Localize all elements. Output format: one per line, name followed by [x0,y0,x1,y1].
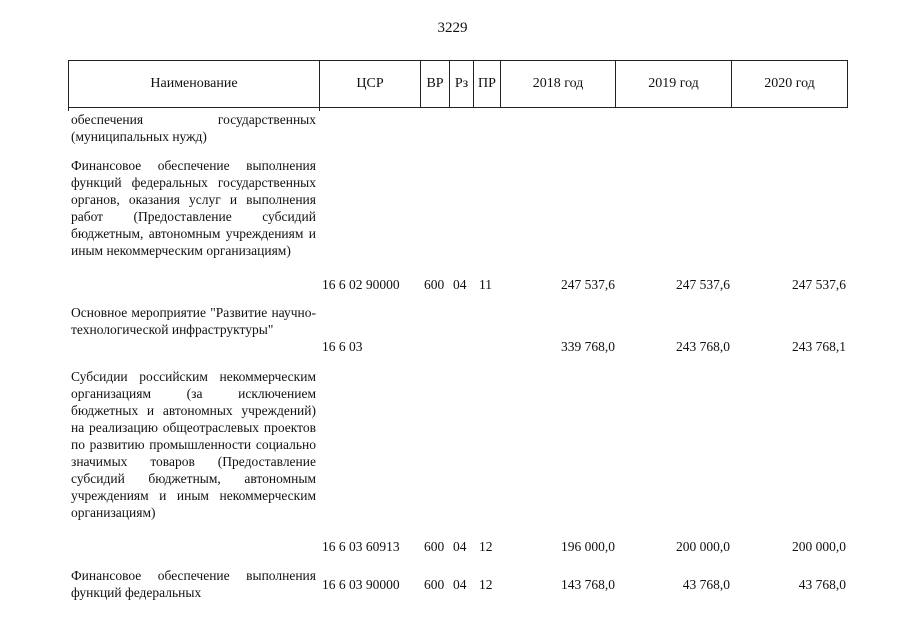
row-2-csr: 16 6 03 [322,339,363,354]
row-4-name: Финансовое обеспечение выполнения функций федеральных [71,568,316,600]
header-name: Наименование [69,61,320,107]
row-1-2019: 247 537,6 [676,277,730,292]
row-2-2019: 243 768,0 [676,339,730,354]
table-header [68,60,848,108]
row-4-2020: 43 768,0 [798,577,846,592]
row-1-2018: 247 537,6 [561,277,615,292]
row-3-pr: 12 [479,539,493,554]
header-2019: 2019 год [616,61,732,107]
row-3-vr: 600 [424,539,445,554]
row-4-2019: 43 768,0 [682,577,730,592]
row-2-name: Основное мероприятие "Развитие научно-технологической инфраструктуры" [71,305,316,337]
header-pr: ПР [474,61,501,107]
row-1-csr: 16 6 02 90000 [322,277,400,292]
row-1-vr: 600 [424,277,445,292]
header-vr: ВР [421,61,450,107]
row-0-name: обеспечения государственных (муниципальных нужд) [71,112,316,144]
header-rz: Рз [450,61,474,107]
row-3-2018: 196 000,0 [561,539,615,554]
row-4-pr: 12 [479,577,493,592]
row-4-vr: 600 [424,577,445,592]
row-3-rz: 04 [453,539,467,554]
row-2-2018: 339 768,0 [561,339,615,354]
header-2018: 2018 год [501,61,616,107]
header-csr: ЦСР [320,61,421,107]
column-border-name [319,107,320,111]
row-4-csr: 16 6 03 90000 [322,577,400,592]
row-2-2020: 243 768,1 [792,339,846,354]
row-3-2020: 200 000,0 [792,539,846,554]
row-4-rz: 04 [453,577,467,592]
page-number: 3229 [437,20,468,36]
row-3-name: Субсидии российским некоммерческим организациям (за исключением бюджетных и автономных учреждений) на реализацию общеотраслевых проектов по развитию промышленности социально значимых товаров (Предоставление субсидий бюджетным, автономным учреждениям и иным некоммерческим организациям) [71,369,316,520]
header-2020: 2020 год [764,76,815,91]
row-1-2020: 247 537,6 [792,277,846,292]
row-1-name: Финансовое обеспечение выполнения функций федеральных государственных органов, оказания услуг и выполнения работ (Предоставление субсидий бюджетным, автономным учреждениям и иным некоммерческим организациям) [71,158,316,258]
row-4-2018: 143 768,0 [561,577,615,592]
row-1-pr: 11 [479,277,492,292]
row-3-csr: 16 6 03 60913 [322,539,400,554]
column-border-left [68,107,69,111]
row-3-2019: 200 000,0 [676,539,730,554]
row-1-rz: 04 [453,277,467,292]
